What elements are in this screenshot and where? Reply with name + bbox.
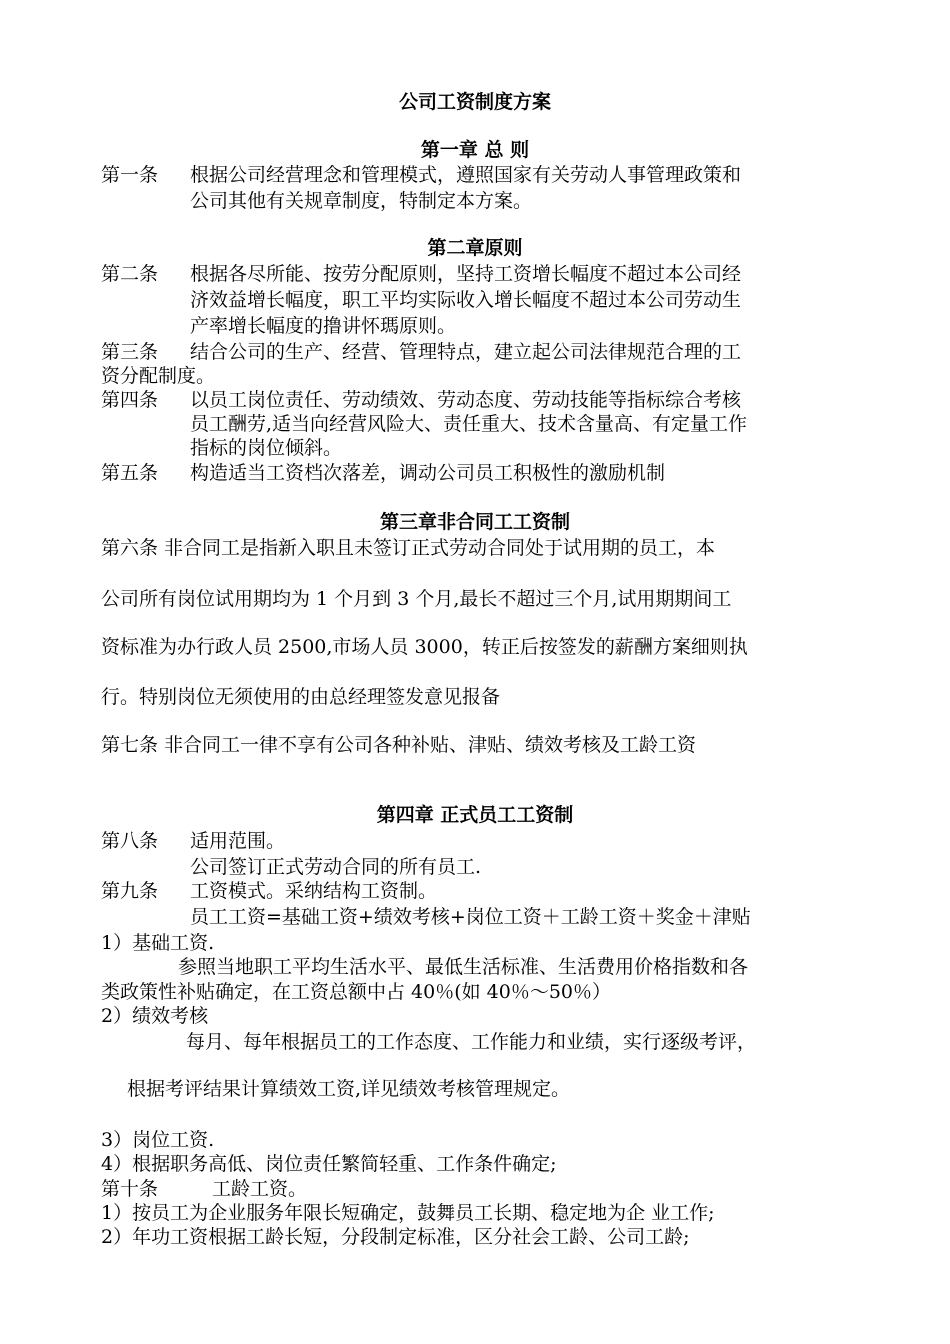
article-2-line: 根据各尽所能、按劳分配原则，坚持工资增长幅度不超过本公司经 — [190, 263, 742, 285]
list-item-text: 根据考评结果计算绩效工资,详见绩效考核管理规定。 — [127, 1078, 571, 1100]
article-6-line: 资标准为办行政人员 2500,市场人员 3000，转正后按签发的薪酬方案细则执 — [101, 636, 748, 658]
article-4-line: 员工酬劳,适当向经营风险大、责任重大、技术含量高、有定量工作 — [190, 413, 748, 435]
article-1-line: 根据公司经营理念和管理模式，遵照国家有关劳动人事管理政策和 — [190, 164, 742, 186]
article-4-line: 以员工岗位责任、劳动绩效、劳动态度、劳动技能等指标综合考核 — [190, 389, 742, 411]
article-2-label: 第二条 — [101, 263, 159, 285]
article-10-label: 第十条 — [101, 1178, 159, 1200]
list-item-heading: 4）根据职务高低、岗位责任繁简轻重、工作条件确定; — [101, 1153, 557, 1175]
chapter-3-heading: 第三章非合同工工资制 — [379, 511, 570, 533]
list-item-text: 1）按员工为企业服务年限长短确定，鼓舞员工长期、稳定地为企 业工作; — [101, 1202, 715, 1224]
document-title: 公司工资制度方案 — [398, 91, 551, 113]
article-2-line: 产率增长幅度的撸讲怀瑪原则。 — [190, 315, 457, 337]
article-8-label: 第八条 — [101, 830, 159, 852]
list-item-heading: 3）岗位工资. — [101, 1129, 215, 1151]
article-10-line: 工龄工资。 — [212, 1178, 308, 1200]
chapter-2-heading: 第二章原则 — [427, 237, 523, 259]
article-6-line: 公司所有岗位试用期均为 1 个月到 3 个月,最长不超过三个月,试用期期间工 — [101, 588, 732, 610]
list-item-heading: 2）绩效考核 — [101, 1005, 209, 1027]
article-4-label: 第四条 — [101, 389, 159, 411]
article-8-line: 适用范围。 — [190, 830, 286, 852]
salary-formula: 员工工资=基础工资+绩效考核+岗位工资＋工龄工资＋奖金＋津贴 — [190, 906, 751, 928]
chapter-1-heading: 第一章 总 则 — [420, 139, 530, 161]
article-5-label: 第五条 — [101, 462, 159, 484]
article-3-line: 结合公司的生产、经营、管理特点，建立起公司法律规范合理的工 — [190, 341, 742, 363]
article-1-line: 公司其他有关规章制度，特制定本方案。 — [190, 190, 533, 212]
list-item-heading: 1）基础工资. — [101, 932, 215, 954]
list-item-text: 参照当地职工平均生活水平、最低生活标准、生活费用价格指数和各 — [178, 956, 749, 978]
article-2-line: 济效益增长幅度，职工平均实际收入增长幅度不超过本公司劳动生 — [190, 289, 742, 311]
chapter-4-heading: 第四章 正式员工工资制 — [376, 804, 574, 826]
article-3-line: 资分配制度。 — [101, 365, 216, 387]
list-item-text: 2）年功工资根据工龄长短，分段制定标准，区分社会工龄、公司工龄; — [101, 1226, 690, 1248]
article-6-line: 行。特别岗位无须使用的由总经理签发意见报备 — [101, 686, 501, 708]
article-1-label: 第一条 — [101, 164, 159, 186]
article-5-line: 构造适当工资档次落差，调动公司员工积极性的激励机制 — [190, 462, 666, 484]
article-9-line: 工资模式。采纳结构工资制。 — [190, 880, 438, 902]
article-8-line: 公司签订正式劳动合同的所有员工. — [190, 856, 482, 878]
list-item-text: 每月、每年根据员工的工作态度、工作能力和业绩，实行逐级考评， — [186, 1031, 757, 1053]
list-item-text: 类政策性补贴确定，在工资总额中占 40％(如 40％～50％） — [101, 981, 612, 1003]
article-3-label: 第三条 — [101, 341, 159, 363]
article-7-line: 第七条 非合同工一律不享有公司各种补贴、津贴、绩效考核及工龄工资 — [101, 734, 697, 756]
article-9-label: 第九条 — [101, 880, 159, 902]
article-6-line: 第六条 非合同工是指新入职且未签订正式劳动合同处于试用期的员工，本 — [101, 537, 716, 559]
article-4-line: 指标的岗位倾斜。 — [190, 437, 343, 459]
